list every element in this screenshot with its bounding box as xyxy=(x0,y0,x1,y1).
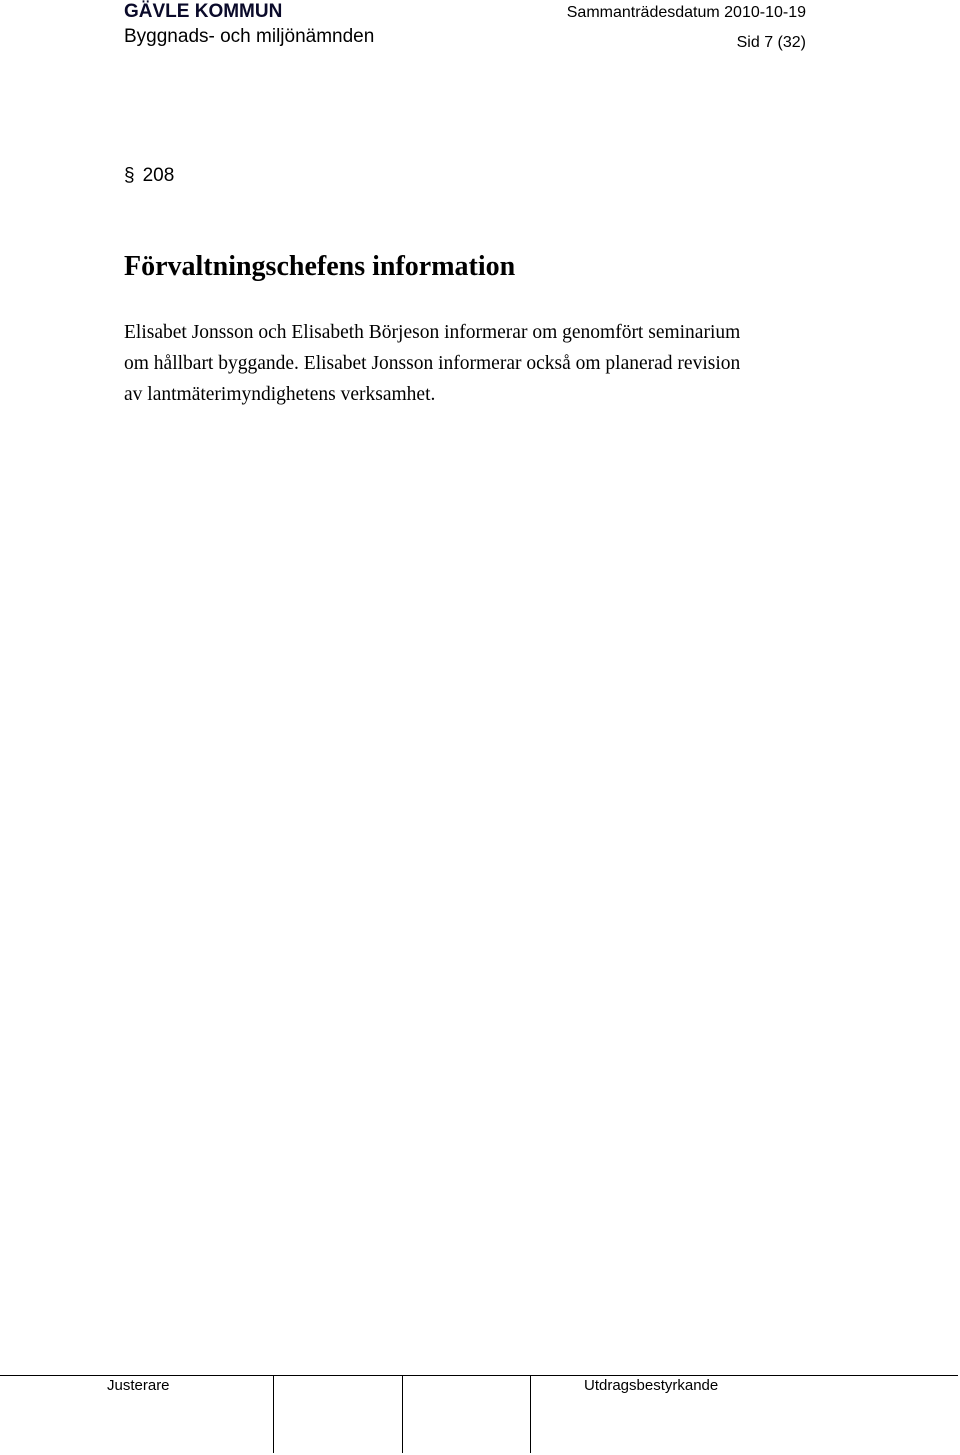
body-paragraph xyxy=(124,317,824,410)
body-line: av lantmäterimyndighetens verksamhet. xyxy=(124,384,436,405)
body-line: om hållbart byggande. Elisabet Jonsson informerar också om planerad revision xyxy=(124,353,741,374)
meeting-date: Sammanträdesdatum 2010-10-19 xyxy=(566,4,806,21)
section-number: 208 xyxy=(142,165,175,186)
body-line: Elisabet Jonsson och Elisabeth Börjeson informerar om genomfört seminarium xyxy=(124,322,741,343)
footer-utdragsbestyrkande-label: Utdragsbestyrkande xyxy=(584,1377,719,1394)
footer-divider xyxy=(402,1375,403,1453)
footer-divider xyxy=(273,1375,274,1453)
section-symbol: § xyxy=(124,165,135,186)
section-heading xyxy=(124,164,174,188)
organization-name: GÄVLE KOMMUN xyxy=(124,1,283,22)
footer-divider xyxy=(530,1375,531,1453)
page-title: Förvaltningschefens information xyxy=(124,251,516,282)
footer-justerare-label: Justerare xyxy=(107,1377,170,1394)
page-number: Sid 7 (32) xyxy=(736,34,806,51)
department-name: Byggnads- och miljönämnden xyxy=(124,26,375,47)
